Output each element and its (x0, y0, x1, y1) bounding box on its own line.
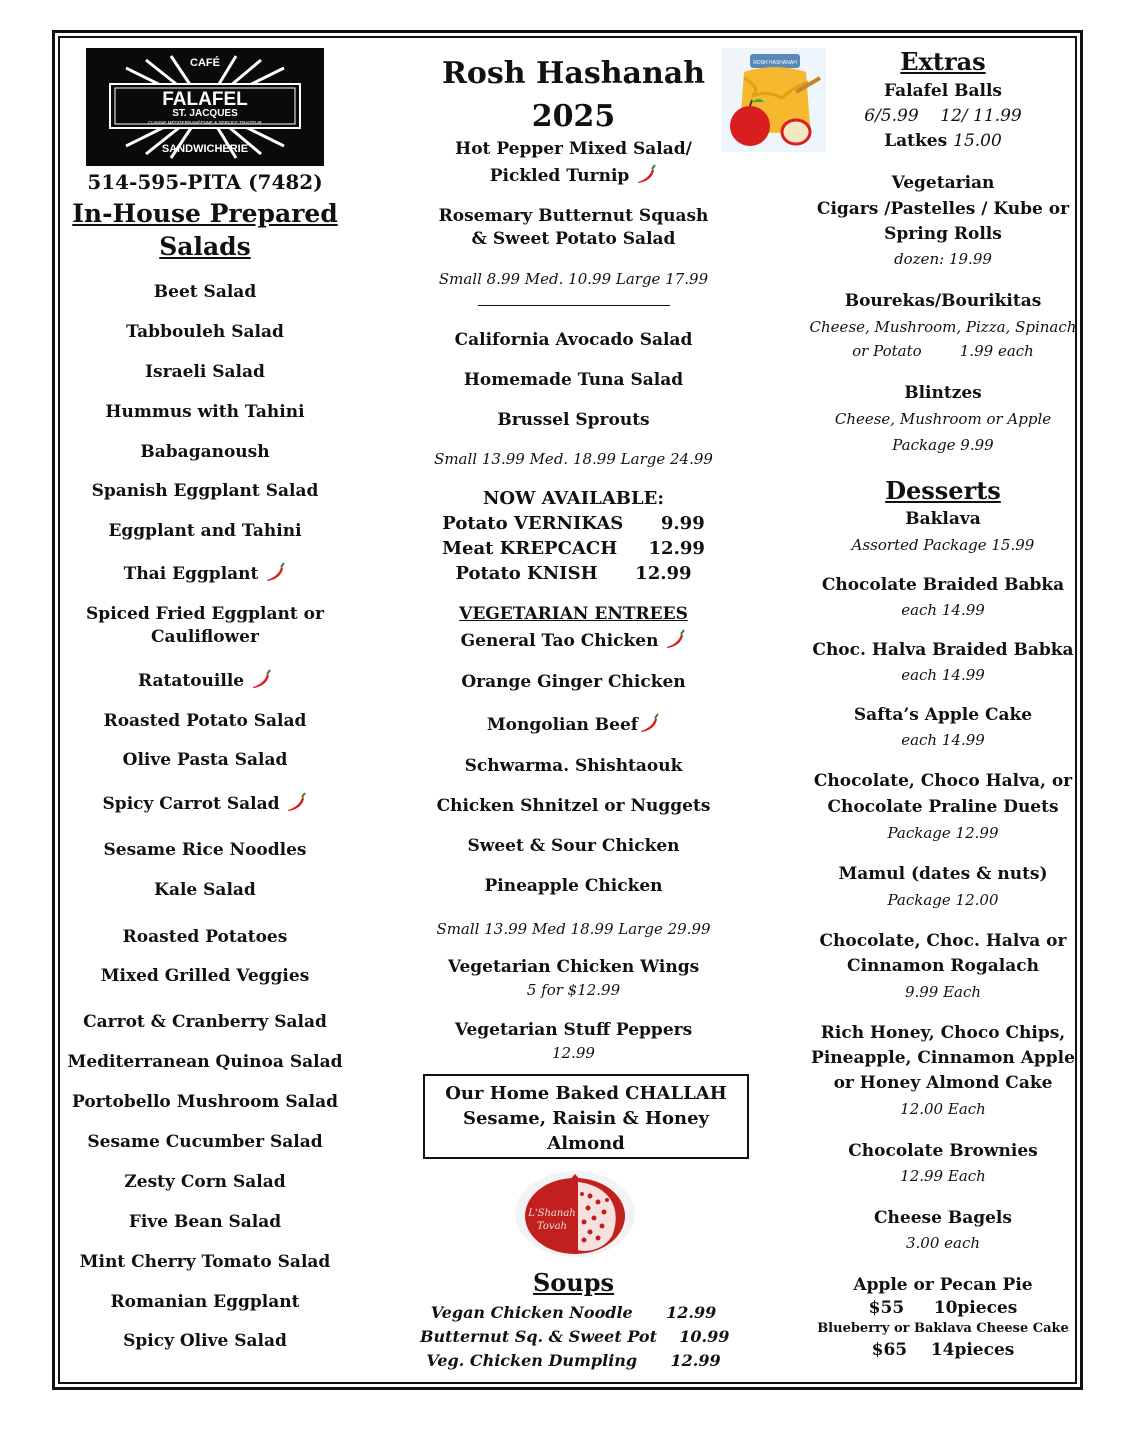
menu-item: Vegetarian (891, 173, 995, 193)
menu-item: Safta’s Apple Cake (853, 705, 1033, 725)
size-prices: Small 13.99 Med. 18.99 Large 24.99 (434, 450, 713, 468)
item-price: 12.00 Each (900, 1100, 986, 1118)
item-price: each 14.99 (901, 666, 985, 684)
salad-item: Hummus with Tahini (105, 402, 305, 422)
menu-item: or Honey Almond Cake (833, 1073, 1053, 1093)
item-price: each 14.99 (901, 731, 985, 749)
salad-item: Spanish Eggplant Salad (91, 481, 319, 501)
salad-item: Babaganoush (140, 442, 270, 462)
menu-item: Mamul (dates & nuts) (838, 864, 1048, 884)
pomegranate-icon (512, 1166, 638, 1258)
menu-item: Chocolate Brownies (848, 1141, 1038, 1161)
extras-title: Extras (900, 47, 986, 76)
salad-label: Spicy Carrot Salad (102, 794, 280, 814)
salad-label: Thai Eggplant (123, 564, 259, 584)
item-description: Cheese, Mushroom or Apple (834, 410, 1052, 428)
item-price: 5 for $12.99 (526, 981, 621, 999)
logo-bottom: SANDWICHERIE (161, 143, 249, 155)
salads-title-line1: In-House Prepared (72, 199, 338, 228)
salad-item: Spicy Olive Salad (123, 1331, 287, 1351)
menu-item: Pineapple Chicken (484, 876, 663, 896)
item-price: 9.99 Each (904, 983, 982, 1001)
item-price: 3.00 each (905, 1234, 981, 1252)
menu-item: Potato KNISH 12.99 (455, 563, 692, 584)
item-price: dozen: 19.99 (894, 250, 992, 268)
menu-item: Bourekas/Bourikitas (844, 291, 1042, 311)
menu-item: Cinnamon Rogalach (847, 956, 1039, 976)
salad-item: Sesame Rice Noodles (103, 840, 307, 860)
menu-item-label: Mongolian Beef (486, 715, 639, 735)
menu-item-spicy (420, 713, 727, 735)
salad-item-spicy (60, 669, 350, 691)
menu-item: California Avocado Salad (454, 330, 693, 350)
menu-item: Falafel Balls (883, 81, 1002, 101)
now-available-heading: NOW AVAILABLE: (482, 488, 665, 509)
item-price: Assorted Package 15.99 (851, 536, 1035, 554)
menu-item: Vegetarian Chicken Wings (447, 957, 700, 977)
menu-item: Rich Honey, Choco Chips, (820, 1023, 1066, 1043)
menu-item: Chocolate Braided Babka (821, 575, 1065, 595)
page-title: Rosh Hashanah (441, 56, 706, 91)
menu-item: Homemade Tuna Salad (463, 370, 684, 390)
logo-sub: ST. JACQUES (172, 108, 238, 119)
salad-item: Roasted Potatoes (122, 927, 288, 947)
salad-item: Mixed Grilled Veggies (100, 966, 310, 986)
item-price: 15.00 (953, 131, 1002, 151)
size-prices: Small 13.99 Med 18.99 Large 29.99 (436, 920, 711, 938)
logo-name: FALAFEL (162, 89, 248, 110)
menu-item: Schwarma. Shishtaouk (464, 756, 683, 776)
salad-item-spicy (60, 792, 350, 814)
veg-entrees-heading: VEGETARIAN ENTREES (459, 604, 688, 624)
pom-text-line2: Tovah (537, 1221, 567, 1232)
salad-label: Ratatouille (137, 671, 245, 691)
salad-item: Five Bean Salad (128, 1212, 282, 1232)
item-price: Package 9.99 (892, 436, 994, 454)
menu-item: Chicken Shnitzel or Nuggets (436, 796, 711, 816)
logo-cafe: CAFÉ (190, 57, 220, 69)
menu-item: Vegetarian Stuff Peppers (454, 1020, 693, 1040)
menu-item: Rosemary Butternut Squash (438, 206, 709, 226)
salad-item: Sesame Cucumber Salad (87, 1132, 323, 1152)
menu-item: Apple or Pecan Pie (853, 1275, 1033, 1295)
soup-item: Veg. Chicken Dumpling 12.99 (426, 1351, 721, 1370)
soup-item: Vegan Chicken Noodle 12.99 (430, 1303, 717, 1322)
menu-item: Sweet & Sour Chicken (467, 836, 680, 856)
item-price: 12.99 Each (900, 1167, 986, 1185)
menu-item-spicy (420, 629, 727, 651)
menu-item: Baklava (905, 509, 981, 529)
item-price: each 14.99 (901, 601, 985, 619)
salad-item: Romanian Eggplant (110, 1292, 300, 1312)
chili-pepper-icon (264, 562, 286, 582)
salad-item-spicy (60, 562, 350, 584)
menu-item: Choc. Halva Braided Babka (812, 640, 1074, 660)
extras-desserts-column (800, 0, 1086, 1400)
menu-item: Chocolate, Choco Halva, or (813, 771, 1073, 791)
menu-item: Meat KREPCACH 12.99 (442, 538, 705, 559)
chili-pepper-icon (285, 792, 307, 812)
salad-item: Spiced Fried Eggplant or (86, 604, 324, 624)
menu-item: Spring Rolls (884, 224, 1002, 244)
menu-item-label: General Tao Chicken (460, 631, 659, 651)
menu-item-label: Pickled Turnip (489, 166, 630, 186)
item-price: $65 14pieces (871, 1340, 1015, 1360)
menu-item: Chocolate Praline Duets (827, 797, 1059, 817)
page-title-year: 2025 (531, 99, 616, 134)
salad-item: Portobello Mushroom Salad (72, 1092, 338, 1112)
item-description: Cheese, Mushroom, Pizza, Spinach (809, 318, 1077, 336)
chili-pepper-icon (250, 669, 272, 689)
salad-item: Zesty Corn Salad (124, 1172, 286, 1192)
salad-item: Roasted Potato Salad (103, 711, 307, 731)
salad-item: Mediterranean Quinoa Salad (67, 1052, 343, 1072)
challah-line: Sesame, Raisin & Honey (462, 1108, 709, 1129)
item-price: 6/5.99 12/ 11.99 (864, 106, 1022, 126)
chili-pepper-icon (638, 713, 660, 733)
chili-pepper-icon (664, 629, 686, 649)
menu-item: Potato VERNIKAS 9.99 (442, 513, 705, 534)
divider (478, 305, 670, 306)
salads-column (60, 0, 350, 1400)
salad-item: Carrot & Cranberry Salad (83, 1012, 327, 1032)
item-price: Package 12.99 (887, 824, 999, 842)
salads-title-line2: Salads (159, 232, 251, 261)
menu-item: Hot Pepper Mixed Salad/ (455, 139, 692, 159)
salad-item: Olive Pasta Salad (122, 750, 288, 770)
menu-item: & Sweet Potato Salad (471, 229, 676, 249)
pom-text-line1: L'Shanah (528, 1208, 576, 1219)
salad-item: Mint Cherry Tomato Salad (79, 1252, 331, 1272)
salad-item: Tabbouleh Salad (126, 322, 284, 342)
salad-item: Eggplant and Tahini (108, 521, 302, 541)
menu-item: Blintzes (904, 383, 982, 403)
menu-item: Brussel Sprouts (497, 410, 650, 430)
item-price: or Potato 1.99 each (852, 342, 1034, 360)
salad-item: Israeli Salad (145, 362, 265, 382)
item-price: Package 12.00 (887, 891, 999, 909)
size-prices: Small 8.99 Med. 10.99 Large 17.99 (438, 270, 709, 288)
challah-box (423, 1074, 749, 1159)
jar-label: ROSH HASHANAH (753, 60, 797, 66)
menu-item-spicy (420, 164, 727, 186)
menu-item: Chocolate, Choc. Halva or (819, 931, 1067, 951)
challah-line: Our Home Baked CHALLAH (445, 1083, 727, 1104)
soup-item: Butternut Sq. & Sweet Pot 10.99 (420, 1327, 730, 1346)
menu-item-latkes (800, 131, 1086, 151)
salad-item: Kale Salad (154, 880, 256, 900)
menu-item: Cheese Bagels (874, 1208, 1012, 1228)
salad-item: Cauliflower (151, 627, 259, 647)
item-price: 12.99 (552, 1044, 595, 1062)
menu-item: Blueberry or Baklava Cheese Cake (817, 1321, 1069, 1336)
logo-tagline: CUISINE MÉDITERRANÉENNE & SERVICE TRAITEUR (148, 120, 262, 125)
desserts-title: Desserts (885, 476, 1001, 505)
menu-item: Pineapple, Cinnamon Apple (811, 1048, 1075, 1068)
menu-item: Orange Ginger Chicken (461, 672, 686, 692)
challah-line: Almond (547, 1133, 625, 1154)
soups-title: Soups (532, 1268, 615, 1297)
chili-pepper-icon (635, 164, 657, 184)
salad-item: Beet Salad (153, 282, 257, 302)
item-price: $55 10pieces (868, 1298, 1018, 1318)
phone-number: 514-595-PITA (7482) (87, 170, 323, 194)
menu-item-label: Latkes (884, 131, 948, 151)
menu-item: Cigars /Pastelles / Kube or (816, 199, 1070, 219)
